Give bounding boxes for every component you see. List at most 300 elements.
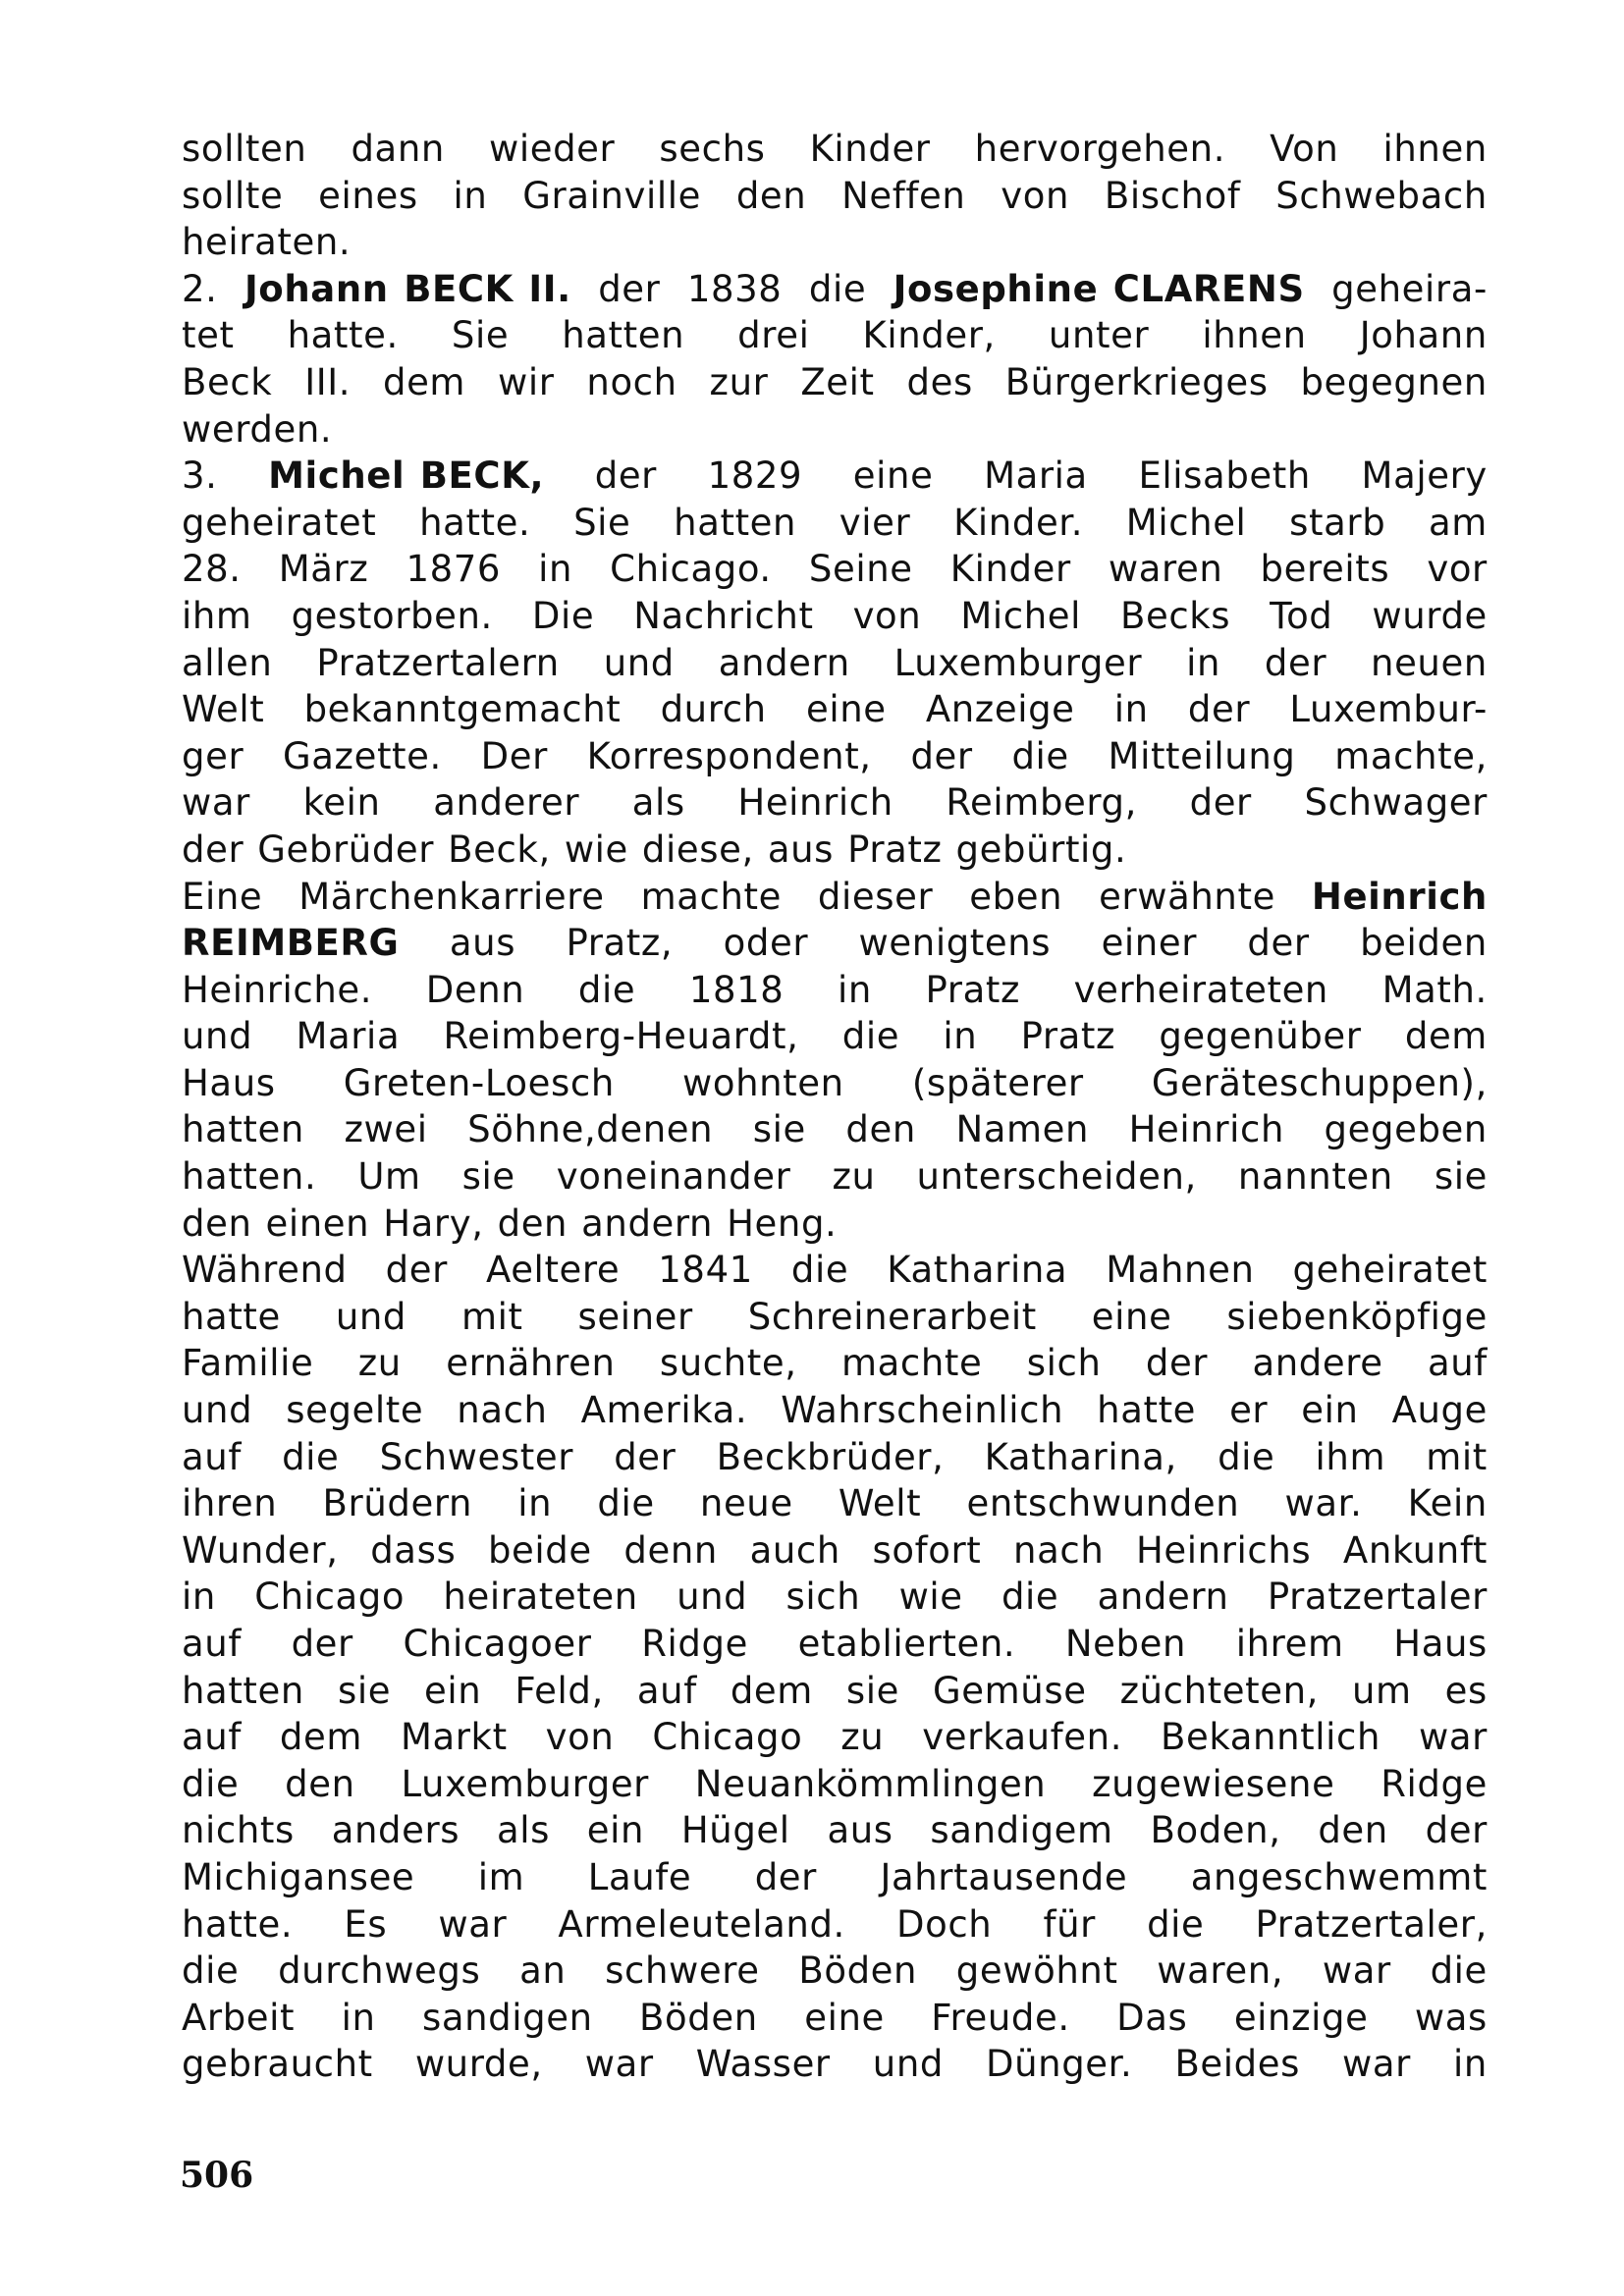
word: des bbox=[906, 360, 973, 403]
word: anders bbox=[331, 1809, 460, 1852]
word: Die bbox=[531, 594, 595, 637]
word: Pratz bbox=[1020, 1015, 1116, 1058]
text-line bbox=[182, 640, 1488, 687]
word: vor bbox=[1427, 548, 1488, 591]
word: den bbox=[845, 1108, 916, 1151]
word: andern bbox=[581, 1201, 714, 1245]
word: siebenköpfige bbox=[1226, 1295, 1488, 1338]
word: Kinder. bbox=[953, 501, 1084, 544]
word: in bbox=[538, 548, 573, 591]
text-line bbox=[182, 1480, 1488, 1527]
word: aus bbox=[767, 828, 835, 871]
word: hatten bbox=[562, 314, 685, 357]
word: Katharina bbox=[887, 1249, 1068, 1292]
word: hatten bbox=[674, 501, 797, 544]
word: Katharina, bbox=[984, 1435, 1177, 1478]
word: III. bbox=[304, 360, 352, 403]
word: die bbox=[841, 1015, 900, 1058]
word: Ridge bbox=[641, 1623, 748, 1665]
word: gegeben bbox=[1324, 1108, 1488, 1151]
word: sie bbox=[461, 1155, 515, 1199]
word: verkaufen. bbox=[922, 1716, 1123, 1759]
word: die bbox=[1430, 1949, 1488, 1993]
word: Geräteschuppen), bbox=[1151, 1061, 1488, 1104]
word: 28. bbox=[182, 548, 242, 591]
word: als bbox=[496, 1809, 550, 1852]
word: ihm bbox=[1315, 1435, 1386, 1478]
word: geheiratet bbox=[1292, 1249, 1488, 1292]
word: Hügel bbox=[680, 1809, 790, 1852]
word: (späterer bbox=[911, 1061, 1084, 1104]
word: mit bbox=[1426, 1435, 1488, 1478]
word: sie bbox=[752, 1108, 806, 1151]
word: Der bbox=[480, 734, 548, 777]
text-line bbox=[182, 1621, 1488, 1668]
word: Brüdern bbox=[322, 1482, 473, 1525]
word: hatte bbox=[182, 1295, 281, 1338]
word: Chicago bbox=[652, 1716, 803, 1759]
word: ernähren bbox=[446, 1342, 616, 1385]
word: gewöhnt bbox=[955, 1949, 1118, 1993]
word: Dünger. bbox=[986, 2043, 1133, 2086]
word: REIMBERG bbox=[182, 922, 400, 965]
word: Beckbrüder, bbox=[716, 1435, 945, 1478]
word: der bbox=[1247, 922, 1310, 965]
word: sandigen bbox=[421, 1996, 593, 2039]
text-line bbox=[182, 1761, 1488, 1808]
word: segelte bbox=[286, 1389, 424, 1432]
word: dem bbox=[382, 360, 466, 403]
word: gebürtig. bbox=[955, 828, 1127, 871]
word: an bbox=[519, 1949, 567, 1993]
word: was bbox=[1414, 1996, 1488, 2039]
word: auf bbox=[182, 1716, 242, 1759]
text-line bbox=[182, 967, 1488, 1014]
word: die bbox=[597, 1482, 655, 1525]
word: etablierten. bbox=[797, 1623, 1016, 1665]
text-line bbox=[182, 686, 1488, 733]
word: Pratzertaler bbox=[1267, 1575, 1488, 1619]
text-line bbox=[182, 359, 1488, 406]
word: bekanntgemacht bbox=[303, 688, 622, 731]
text-line bbox=[182, 1387, 1488, 1434]
word: ihnen bbox=[1202, 314, 1307, 357]
word: zu bbox=[357, 1342, 402, 1385]
word: eines bbox=[318, 174, 418, 217]
word: Luxemburger bbox=[401, 1762, 649, 1805]
text-line bbox=[182, 2041, 1488, 2088]
word: Bischof bbox=[1104, 174, 1241, 217]
text-line bbox=[182, 1201, 1488, 1248]
word: Johann BECK II. bbox=[244, 267, 571, 310]
word: den bbox=[285, 1762, 355, 1805]
word: Arbeit bbox=[182, 1996, 296, 2039]
word: nichts bbox=[182, 1809, 295, 1852]
word: starb bbox=[1289, 501, 1386, 544]
word: Chicagoer bbox=[403, 1623, 592, 1665]
word: voneinander bbox=[556, 1155, 791, 1199]
word: andern bbox=[718, 641, 850, 684]
word: Markt bbox=[400, 1716, 508, 1759]
word: kein bbox=[302, 781, 381, 825]
text-line bbox=[182, 1060, 1488, 1107]
word: Eine bbox=[182, 875, 263, 918]
word: der bbox=[594, 454, 657, 498]
word: Anzeige bbox=[925, 688, 1075, 731]
word: beide bbox=[487, 1528, 592, 1572]
word: machte bbox=[841, 1342, 983, 1385]
word: dieser bbox=[817, 875, 934, 918]
word: von bbox=[545, 1716, 615, 1759]
word: war bbox=[1322, 1949, 1391, 1993]
word: Schwester bbox=[379, 1435, 574, 1478]
word: Boden, bbox=[1150, 1809, 1281, 1852]
word: und bbox=[182, 1015, 253, 1058]
word: züchteten, bbox=[1119, 1669, 1319, 1712]
word: der bbox=[1145, 1342, 1209, 1385]
word: war. bbox=[1284, 1482, 1363, 1525]
word: die bbox=[577, 968, 636, 1011]
word: 1818 bbox=[688, 968, 785, 1011]
word: Schwager bbox=[1304, 781, 1488, 825]
word: eine bbox=[852, 454, 934, 498]
word: sich bbox=[785, 1575, 861, 1619]
word: begegnen bbox=[1300, 360, 1488, 403]
word: machte bbox=[640, 875, 782, 918]
word: Jahrtausende bbox=[880, 1855, 1128, 1898]
word: die bbox=[182, 1949, 240, 1993]
text-line bbox=[182, 266, 1488, 313]
word: schwere bbox=[605, 1949, 760, 1993]
word: Nachricht bbox=[633, 594, 814, 637]
word: auf bbox=[636, 1669, 697, 1712]
word: waren bbox=[1108, 548, 1223, 591]
word: nannten bbox=[1237, 1155, 1393, 1199]
word: Tod bbox=[1270, 594, 1333, 637]
word: Michigansee bbox=[182, 1855, 415, 1898]
word: sofort bbox=[872, 1528, 982, 1572]
word: und bbox=[603, 641, 675, 684]
word: in bbox=[1186, 641, 1220, 684]
word: war bbox=[438, 1902, 508, 1946]
word: Heinrich bbox=[1128, 1108, 1285, 1151]
word: den bbox=[182, 1201, 252, 1245]
word: dann bbox=[351, 128, 445, 170]
text-line bbox=[182, 173, 1488, 220]
word: Chicago. bbox=[610, 548, 772, 591]
word: Heng. bbox=[727, 1201, 838, 1245]
word: in bbox=[1453, 2043, 1488, 2086]
word: auch bbox=[749, 1528, 840, 1572]
word: in bbox=[837, 968, 872, 1011]
word: Maria bbox=[984, 454, 1088, 498]
word: Beck, bbox=[448, 828, 551, 871]
word: Von bbox=[1270, 128, 1339, 170]
word: die bbox=[1218, 1435, 1275, 1478]
word: die bbox=[808, 267, 867, 310]
word: Wasser bbox=[695, 2043, 831, 2086]
word: tet bbox=[182, 314, 235, 357]
text-line bbox=[182, 1668, 1488, 1715]
word: andere bbox=[1252, 1342, 1383, 1385]
text-line bbox=[182, 1574, 1488, 1621]
word: von bbox=[1001, 174, 1070, 217]
word: der bbox=[1187, 688, 1251, 731]
word: und bbox=[872, 2043, 944, 2086]
word: machte, bbox=[1334, 734, 1488, 777]
word: und bbox=[677, 1575, 748, 1619]
word: hatte. bbox=[182, 1902, 294, 1946]
word: in bbox=[182, 1575, 216, 1619]
word: seiner bbox=[577, 1295, 693, 1338]
word: der bbox=[1425, 1809, 1488, 1852]
word: 1876 bbox=[406, 548, 502, 591]
word: der bbox=[910, 734, 973, 777]
word: geheira- bbox=[1331, 267, 1488, 310]
text-line bbox=[182, 1948, 1488, 1995]
word: drei bbox=[737, 314, 810, 357]
word: Auge bbox=[1391, 1389, 1488, 1432]
word: Ankunft bbox=[1342, 1528, 1488, 1572]
word: Gazette. bbox=[283, 734, 442, 777]
word: wir bbox=[497, 360, 555, 403]
word: der bbox=[385, 1249, 448, 1292]
word: Gebrüder bbox=[257, 828, 435, 871]
word: den bbox=[497, 1201, 568, 1245]
word: Kinder bbox=[949, 548, 1071, 591]
word: eben bbox=[969, 875, 1063, 918]
word: Neuankömmlingen bbox=[694, 1762, 1047, 1805]
word: Das bbox=[1116, 1996, 1188, 2039]
word: verheirateten bbox=[1073, 968, 1328, 1011]
text-line bbox=[182, 406, 1488, 454]
word: durchwegs bbox=[278, 1949, 481, 1993]
word: denn bbox=[623, 1528, 718, 1572]
text-line bbox=[182, 1434, 1488, 1481]
word: eine bbox=[1091, 1295, 1172, 1338]
word: einer bbox=[1101, 922, 1198, 965]
word: der bbox=[754, 1855, 817, 1898]
word: oder bbox=[723, 922, 809, 965]
word: sie bbox=[337, 1669, 392, 1712]
word: vier bbox=[839, 501, 911, 544]
word: hatte. bbox=[419, 501, 531, 544]
word: zur bbox=[709, 360, 769, 403]
word: Kinder, bbox=[862, 314, 996, 357]
word: allen bbox=[182, 641, 273, 684]
word: beiden bbox=[1360, 922, 1488, 965]
word: im bbox=[477, 1855, 525, 1898]
word: und bbox=[335, 1295, 407, 1338]
word: einen bbox=[265, 1201, 370, 1245]
word: zugewiesene bbox=[1092, 1762, 1335, 1805]
word: der bbox=[614, 1435, 677, 1478]
word: Um bbox=[357, 1155, 421, 1199]
word: Laufe bbox=[587, 1855, 692, 1898]
text-line bbox=[182, 874, 1488, 921]
word: angeschwemmt bbox=[1190, 1855, 1488, 1898]
word: durch bbox=[660, 688, 767, 731]
word: zu bbox=[840, 1716, 885, 1759]
word: dem bbox=[279, 1716, 362, 1759]
text-line bbox=[182, 1153, 1488, 1201]
word: Schwebach bbox=[1275, 174, 1488, 217]
word: noch bbox=[586, 360, 677, 403]
word: Seine bbox=[808, 548, 913, 591]
word: sich bbox=[1026, 1342, 1102, 1385]
word: war bbox=[1342, 2043, 1411, 2086]
word: diese, bbox=[641, 828, 754, 871]
text-line bbox=[182, 1527, 1488, 1575]
word: der bbox=[291, 1623, 353, 1665]
word: Doch bbox=[896, 1902, 993, 1946]
word: unterscheiden, bbox=[916, 1155, 1197, 1199]
word: unter bbox=[1048, 314, 1150, 357]
word: in bbox=[943, 1015, 978, 1058]
text-line bbox=[182, 1106, 1488, 1153]
text-line bbox=[182, 500, 1488, 547]
word: mit bbox=[460, 1295, 523, 1338]
text-line bbox=[182, 1013, 1488, 1060]
word: wie bbox=[564, 828, 628, 871]
word: Schreinerarbeit bbox=[747, 1295, 1037, 1338]
word: Böden bbox=[798, 1949, 918, 1993]
word: 3. bbox=[182, 454, 218, 498]
word: sie bbox=[1434, 1155, 1488, 1199]
word: die bbox=[790, 1249, 849, 1292]
word: ein bbox=[586, 1809, 645, 1852]
text-line bbox=[182, 1247, 1488, 1294]
word: Reimberg-Heuardt, bbox=[443, 1015, 799, 1058]
text-line bbox=[182, 733, 1488, 780]
word: wenigtens bbox=[858, 922, 1052, 965]
word: Hary, bbox=[383, 1201, 484, 1245]
word: Mahnen bbox=[1106, 1249, 1255, 1292]
word: wohnten bbox=[681, 1061, 844, 1104]
text-line bbox=[182, 1854, 1488, 1901]
word: die bbox=[182, 1762, 240, 1805]
text-line bbox=[182, 1714, 1488, 1761]
word: hatten bbox=[182, 1108, 304, 1151]
word: war bbox=[1418, 1716, 1488, 1759]
word: Wunder, bbox=[182, 1528, 339, 1572]
word: erwähnte bbox=[1099, 875, 1275, 918]
word: die bbox=[1147, 1902, 1205, 1946]
text-line bbox=[182, 779, 1488, 827]
word: Haus bbox=[1393, 1623, 1488, 1665]
word: Aeltere bbox=[485, 1249, 621, 1292]
word: Böden bbox=[639, 1996, 758, 2039]
text-line bbox=[182, 1901, 1488, 1949]
word: Ridge bbox=[1380, 1762, 1488, 1805]
word: eine bbox=[805, 688, 887, 731]
word: Chicago bbox=[254, 1575, 406, 1619]
word: Michel bbox=[960, 594, 1081, 637]
word: Heinriche. bbox=[182, 968, 373, 1011]
word: Welt bbox=[182, 688, 265, 731]
text-line bbox=[182, 920, 1488, 967]
word: Math. bbox=[1381, 968, 1488, 1011]
page-number: 506 bbox=[180, 2155, 254, 2196]
word: Sie bbox=[451, 314, 510, 357]
word: der bbox=[1189, 781, 1252, 825]
word: Pratz bbox=[925, 968, 1020, 1011]
word: Pratz bbox=[847, 828, 943, 871]
text-line bbox=[182, 546, 1488, 593]
word: Gemüse bbox=[933, 1669, 1087, 1712]
word: ger bbox=[182, 734, 244, 777]
word: Zeit bbox=[800, 360, 875, 403]
word: Luxembur- bbox=[1289, 688, 1488, 731]
word: 1829 bbox=[707, 454, 803, 498]
word: die bbox=[1001, 1575, 1059, 1619]
word: Söhne,denen bbox=[467, 1108, 714, 1151]
word: zwei bbox=[344, 1108, 428, 1151]
word: der bbox=[182, 828, 244, 871]
word: ihnen bbox=[1382, 128, 1488, 170]
word: Luxemburger bbox=[893, 641, 1143, 684]
word: hatte. bbox=[287, 314, 399, 357]
word: Heinrichs bbox=[1136, 1528, 1312, 1572]
word: ihren bbox=[182, 1482, 278, 1525]
text-line bbox=[182, 1995, 1488, 2042]
word: Es bbox=[344, 1902, 388, 1946]
word: wurde, bbox=[414, 2043, 543, 2086]
word: Freude. bbox=[931, 1996, 1070, 2039]
word: Armeleuteland. bbox=[558, 1902, 845, 1946]
word: gegenüber bbox=[1159, 1015, 1362, 1058]
word: Haus bbox=[182, 1061, 276, 1104]
word: sechs bbox=[659, 128, 766, 170]
word: hatten bbox=[182, 1669, 304, 1712]
word: Reimberg, bbox=[946, 781, 1137, 825]
word: bereits bbox=[1260, 548, 1390, 591]
word: die bbox=[282, 1435, 340, 1478]
word: 2. bbox=[182, 267, 218, 310]
word: Bekanntlich bbox=[1161, 1716, 1380, 1759]
word: Majery bbox=[1361, 454, 1488, 498]
word: Pratz, bbox=[566, 922, 674, 965]
word: sollten bbox=[182, 128, 307, 170]
word: Elisabeth bbox=[1138, 454, 1311, 498]
word: sie bbox=[845, 1669, 900, 1712]
text-line bbox=[182, 312, 1488, 359]
word: aus bbox=[827, 1809, 893, 1852]
word: hatte bbox=[1097, 1389, 1197, 1432]
word: Grainville bbox=[522, 174, 702, 217]
word: 1838 bbox=[686, 267, 783, 310]
word: auf bbox=[1427, 1342, 1488, 1385]
word: Märchenkarriere bbox=[298, 875, 605, 918]
word: Neffen bbox=[841, 174, 966, 217]
text-line bbox=[182, 1807, 1488, 1854]
word: war bbox=[584, 2043, 654, 2086]
word: auf bbox=[182, 1435, 242, 1478]
word: Josephine CLARENS bbox=[893, 267, 1305, 310]
word: in bbox=[341, 1996, 376, 2039]
word: Namen bbox=[955, 1108, 1090, 1151]
word: als bbox=[631, 781, 685, 825]
word: dem bbox=[730, 1669, 813, 1712]
word: suchte, bbox=[659, 1342, 797, 1385]
word: sollte bbox=[182, 174, 284, 217]
word: einzige bbox=[1233, 1996, 1369, 2039]
body-text bbox=[182, 126, 1488, 2088]
word: hervorgehen. bbox=[974, 128, 1226, 170]
text-line bbox=[182, 1340, 1488, 1387]
word: entschwunden bbox=[966, 1482, 1240, 1525]
word: der bbox=[598, 267, 661, 310]
